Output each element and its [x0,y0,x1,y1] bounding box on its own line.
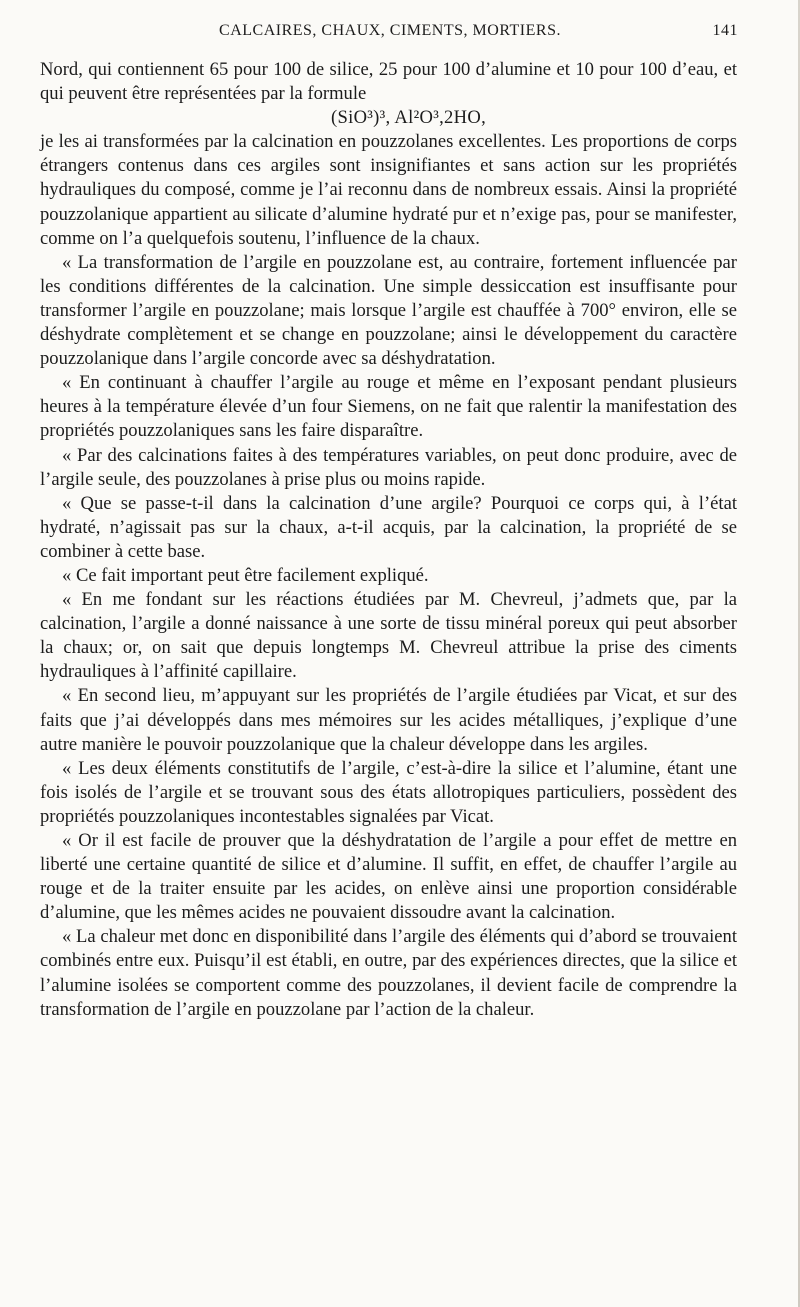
paragraph: je les ai transformées par la calcination en pouzzolanes excellentes. Les proportions de corps étrangers contenus dans ces argiles sont insignifiantes et sans action sur les propriétés hydrauliques du composé, comme je l’ai reconnu dans de nombreux essais. Ainsi la propriété pouzzolanique appartient au silicate d’alumine hydraté pur et n’exige pas, pour se manifester, comme on l’a quelquefois soutenu, l’influence de la chaux. [40,131,737,249]
paragraph-continued: Nord, qui contiennent 65 pour 100 de silice, 25 pour 100 d’alumine et 10 pour 100 d’eau, et qui peuvent être représentées par la formule [40,59,737,105]
paragraph: « La transformation de l’argile en pouzzolane est, au contraire, fortement influencée par les conditions différentes de la calcination. Une simple dessiccation est insuffisante pour transformer l’argile en pouzzolane; mais lorsque l’argile est chauffée à 700° environ, elle se déshydrate complètement et se change en pouzzolane; ainsi le développement du caractère pouzzolanique dans l’argile concorde avec sa déshydratation. [40,251,737,370]
paragraph: « La chaleur met donc en disponibilité dans l’argile des éléments qui d’abord se trouvaient combinés entre eux. Puisqu’il est établi, en outre, par des expériences directes, que la silice et l’alumine isolées se comportent comme des pouzzolanes, il devient facile de comprendre la transformation de l’argile en pouzzolane par l’action de la chaleur. [40,926,737,1020]
paragraph: « Les deux éléments constitutifs de l’argile, c’est-à-dire la silice et l’alumine, étant une fois isolés de l’argile et se trouvant sous des états allotropiques particuliers, possèdent des propriétés pouzzolaniques incontestables signalées par Vicat. [40,757,737,827]
paragraph: « Que se passe-t-il dans la calcination d’une argile? Pourquoi ce corps qui, à l’état hydraté, n’agissait pas sur la chaux, a-t-il acquis, par la calcination, la propriété de se combiner à cette base. [40,492,737,562]
paragraph: « Ce fait important peut être facilement expliqué. [62,564,429,586]
paragraph: « En second lieu, m’appuyant sur les propriétés de l’argile étudiées par Vicat, et sur des faits que j’ai développés dans mes mémoires sur les acides métalliques, j’explique d’une autre manière le pouvoir pouzzolanique que la chaleur développe dans les argiles. [40,685,737,755]
page-header [40,22,740,48]
paragraph: « Par des calcinations faites à des températures variables, on peut donc produire, avec de l’argile seule, des pouzzolanes à prise plus ou moins rapide. [40,444,737,490]
paragraph: « En me fondant sur les réactions étudiées par M. Chevreul, j’admets que, par la calcination, l’argile a donné naissance à une sorte de tissu minéral poreux qui peut absorber la chaux; or, on sait que depuis longtemps M. Chevreul attribue la prise des ciments hydrauliques à l’affinité capillaire. [40,589,737,683]
paragraph: « En continuant à chauffer l’argile au rouge et même en l’exposant pendant plusieurs heures à la température élevée d’un four Siemens, on ne fait que ralentir la manifestation des propriétés pouzzolaniques sans les faire disparaître. [40,372,737,442]
running-title: CALCAIRES, CHAUX, CIMENTS, MORTIERS. [219,22,561,39]
body-text [40,58,737,1022]
paragraph: « Or il est facile de prouver que la déshydratation de l’argile a pour effet de mettre en liberté une certaine quantité de silice et d’alumine. Il suffit, en effet, de chauffer l’argile au rouge et de la traiter ensuite par les acides, on enlève ainsi une proportion considérable d’alumine, que les mêmes acides ne pouvaient dissoudre avant la calcination. [40,830,737,924]
page-number: 141 [712,22,738,39]
chemical-formula: (SiO³)³, Al²O³,2HO, [330,107,487,129]
